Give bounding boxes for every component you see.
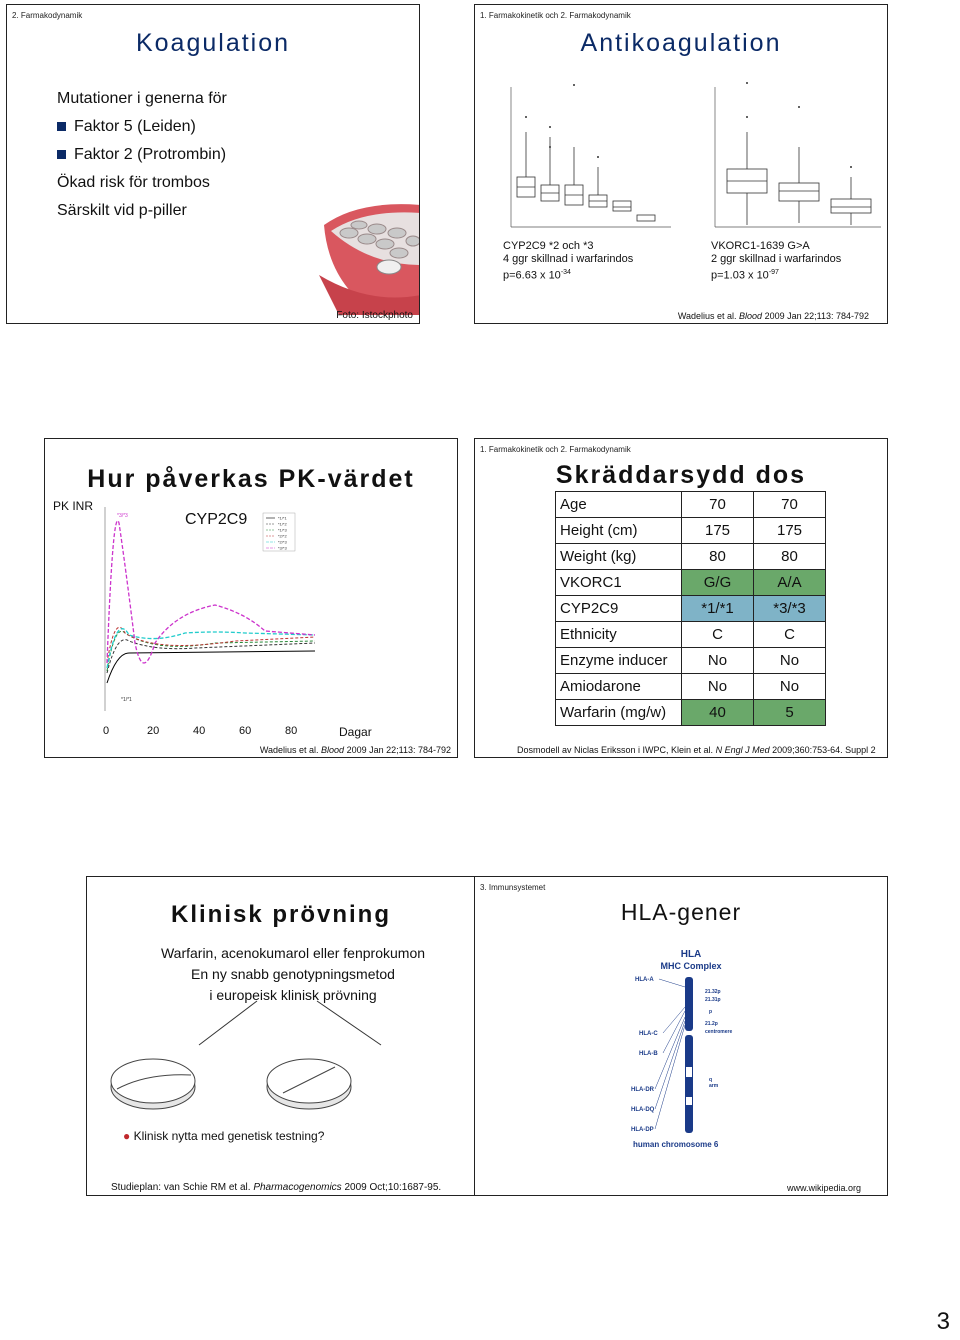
legend-entry: *2/*3 xyxy=(278,539,287,545)
slide-koagulation xyxy=(6,4,420,324)
slide-hla-gener xyxy=(474,876,888,1196)
row-value: 80 xyxy=(682,544,754,570)
slide-title: HLA-gener xyxy=(620,899,742,925)
table-row xyxy=(556,622,826,648)
row-value: 80 xyxy=(754,544,826,570)
legend-entry: *1/*1 xyxy=(278,515,287,521)
legend-entry: *1/*2 xyxy=(278,521,287,527)
legend-entry: *3/*3 xyxy=(278,545,287,551)
x-tick: 60 xyxy=(239,725,252,737)
row-value: C xyxy=(682,622,754,648)
x-tick: 40 xyxy=(193,725,206,737)
caption-line: p=6.63 x $10^{-34}$ xyxy=(503,269,571,282)
band-label: 21.32p xyxy=(705,989,721,995)
row-label: VKORC1 xyxy=(556,570,682,596)
figure-title: HLA xyxy=(680,949,702,960)
table-row xyxy=(556,700,826,726)
x-tick: 0 xyxy=(103,725,110,737)
gene-label: HLA-A xyxy=(635,977,654,983)
row-label: Warfarin (mg/w) xyxy=(556,700,682,726)
slide-title: Skräddarsydd dos xyxy=(555,461,807,489)
text-line: Mutationer i generna för xyxy=(57,90,227,107)
table-row xyxy=(556,648,826,674)
text-line: Warfarin, acenokumarol eller fenprokumon xyxy=(160,945,426,961)
x-unit-label: Dagar xyxy=(339,725,372,739)
row-label: Age xyxy=(556,492,682,518)
chromosome-caption: human chromosome 6 xyxy=(633,1140,719,1149)
slide-title: Hur påverkas PK-värdet xyxy=(87,465,415,493)
gene-label: HLA-DQ xyxy=(631,1107,655,1113)
figure-subtitle: MHC Complex xyxy=(660,961,722,971)
boxplot-cyp2c9 xyxy=(495,77,671,237)
slide-header: 1. Farmakokinetik och 2. Farmakodynamik xyxy=(480,11,631,20)
page-number: 3 xyxy=(936,1308,950,1335)
legend-entry: *2/*2 xyxy=(278,533,287,539)
slide-pk-varde xyxy=(44,438,458,758)
gene-label: HLA-DR xyxy=(631,1087,654,1093)
curve-label: *1/*1 xyxy=(121,697,132,703)
slide-header: 2. Farmakodynamik xyxy=(12,11,83,20)
row-value: 70 xyxy=(682,492,754,518)
reference: www.wikipedia.org xyxy=(786,1183,861,1193)
dose-table xyxy=(555,491,826,726)
reference: Wadelius et al. Blood 2009 Jan 22;113: 784-792 xyxy=(677,311,869,321)
text-line: Särskilt vid p-piller xyxy=(57,202,187,219)
caption-line: CYP2C9 *2 och *3 xyxy=(503,240,594,252)
table-row xyxy=(556,596,826,622)
photo-credit: Foto: Istockphoto xyxy=(336,310,413,321)
branch-arrows xyxy=(167,999,427,1049)
row-value: No xyxy=(682,674,754,700)
tablet-icon xyxy=(263,1053,355,1113)
reference: Studieplan: van Schie RM et al. Pharmacogenomics 2009 Oct;10:1687-95. xyxy=(111,1182,442,1193)
row-value: 5 xyxy=(754,700,826,726)
gene-label: CYP2C9 xyxy=(185,511,248,528)
square-bullet-icon xyxy=(57,122,66,131)
slide-title: Koagulation xyxy=(135,29,291,57)
row-label: Amiodarone xyxy=(556,674,682,700)
blood-drop-icon: ● xyxy=(123,1129,131,1143)
text-line: i europeisk klinisk prövning xyxy=(209,987,377,1003)
row-value: No xyxy=(754,674,826,700)
tablet-icon xyxy=(107,1053,199,1113)
row-value: *3/*3 xyxy=(754,596,826,622)
band-label: centromere xyxy=(705,1029,733,1035)
row-value: A/A xyxy=(754,570,826,596)
caption-line: 2 ggr skillnad i warfarindos xyxy=(711,253,842,265)
row-label: Enzyme inducer xyxy=(556,648,682,674)
band-label: p xyxy=(709,1009,713,1015)
slide-header: 1. Farmakokinetik och 2. Farmakodynamik xyxy=(480,445,631,454)
slide-title: Antikoagulation xyxy=(580,29,782,57)
band-label: 21.2p xyxy=(705,1021,718,1027)
pill-blister-photo xyxy=(319,195,420,315)
square-bullet-icon xyxy=(57,150,66,159)
reference: Wadelius et al. Blood 2009 Jan 22;113: 784-792 xyxy=(259,745,451,755)
row-value: 175 xyxy=(682,518,754,544)
table-row xyxy=(556,492,826,518)
caption-line: p=1.03 x $10^{-97}$ xyxy=(711,269,779,282)
table-row xyxy=(556,518,826,544)
slide-skraddarsydd-dos xyxy=(474,438,888,758)
gene-label: HLA-DP xyxy=(631,1127,654,1133)
x-tick: 80 xyxy=(285,725,298,737)
text-line: Ökad risk för trombos xyxy=(57,174,210,191)
row-label: Height (cm) xyxy=(556,518,682,544)
row-value: G/G xyxy=(682,570,754,596)
row-value: C xyxy=(754,622,826,648)
table-row xyxy=(556,674,826,700)
row-label: CYP2C9 xyxy=(556,596,682,622)
band-label: q xyxy=(709,1077,713,1083)
gene-label: HLA-B xyxy=(639,1051,658,1057)
legend-entry: *1/*3 xyxy=(278,527,287,533)
band-label: 21.31p xyxy=(705,997,721,1003)
row-value: 40 xyxy=(682,700,754,726)
caption-line: 4 ggr skillnad i warfarindos xyxy=(503,253,634,265)
band-label: arm xyxy=(709,1083,719,1089)
table-row xyxy=(556,544,826,570)
row-value: *1/*1 xyxy=(682,596,754,622)
row-value: No xyxy=(682,648,754,674)
table-row xyxy=(556,570,826,596)
slide-klinisk-provning: EU-PACT Klinisk prövning Warfarin, acenokumarol eller fenprokumon En ny snabb genotypningsmetod i europeisk klinisk prövning ● Klinisk nytta med genetisk testning? Studieplan: van Schie RM et al. Pharmacogenomics 2009 Oct;10:1687-95. xyxy=(86,876,500,1196)
bullet-item: Faktor 5 (Leiden) xyxy=(57,113,227,141)
slide-title: Klinisk prövning xyxy=(170,901,391,928)
inr-curve-chart xyxy=(95,503,325,715)
caption-line: VKORC1-1639 G>A xyxy=(711,240,810,252)
curve-label: *3/*3 xyxy=(117,513,128,519)
question: ● Klinisk nytta med genetisk testning? xyxy=(123,1129,325,1143)
row-value: No xyxy=(754,648,826,674)
y-axis-label: PK INR xyxy=(53,499,94,513)
bullet-item: Faktor 2 (Protrombin) xyxy=(57,141,227,169)
text-line: En ny snabb genotypningsmetod xyxy=(191,966,395,982)
row-value: 70 xyxy=(754,492,826,518)
row-label: Ethnicity xyxy=(556,622,682,648)
row-label: Weight (kg) xyxy=(556,544,682,570)
slide-antikoagulation xyxy=(474,4,888,324)
row-value: 175 xyxy=(754,518,826,544)
x-tick: 20 xyxy=(147,725,160,737)
boxplot-vkorc1 xyxy=(705,77,881,237)
gene-label: HLA-C xyxy=(639,1031,658,1037)
hla-chromosome-diagram xyxy=(625,947,745,1153)
reference: Dosmodell av Niclas Eriksson i IWPC, Klein et al. N Engl J Med 2009;360:753-64. Suppl 2 xyxy=(517,745,876,755)
slide-header: 3. Immunsystemet xyxy=(480,883,546,892)
